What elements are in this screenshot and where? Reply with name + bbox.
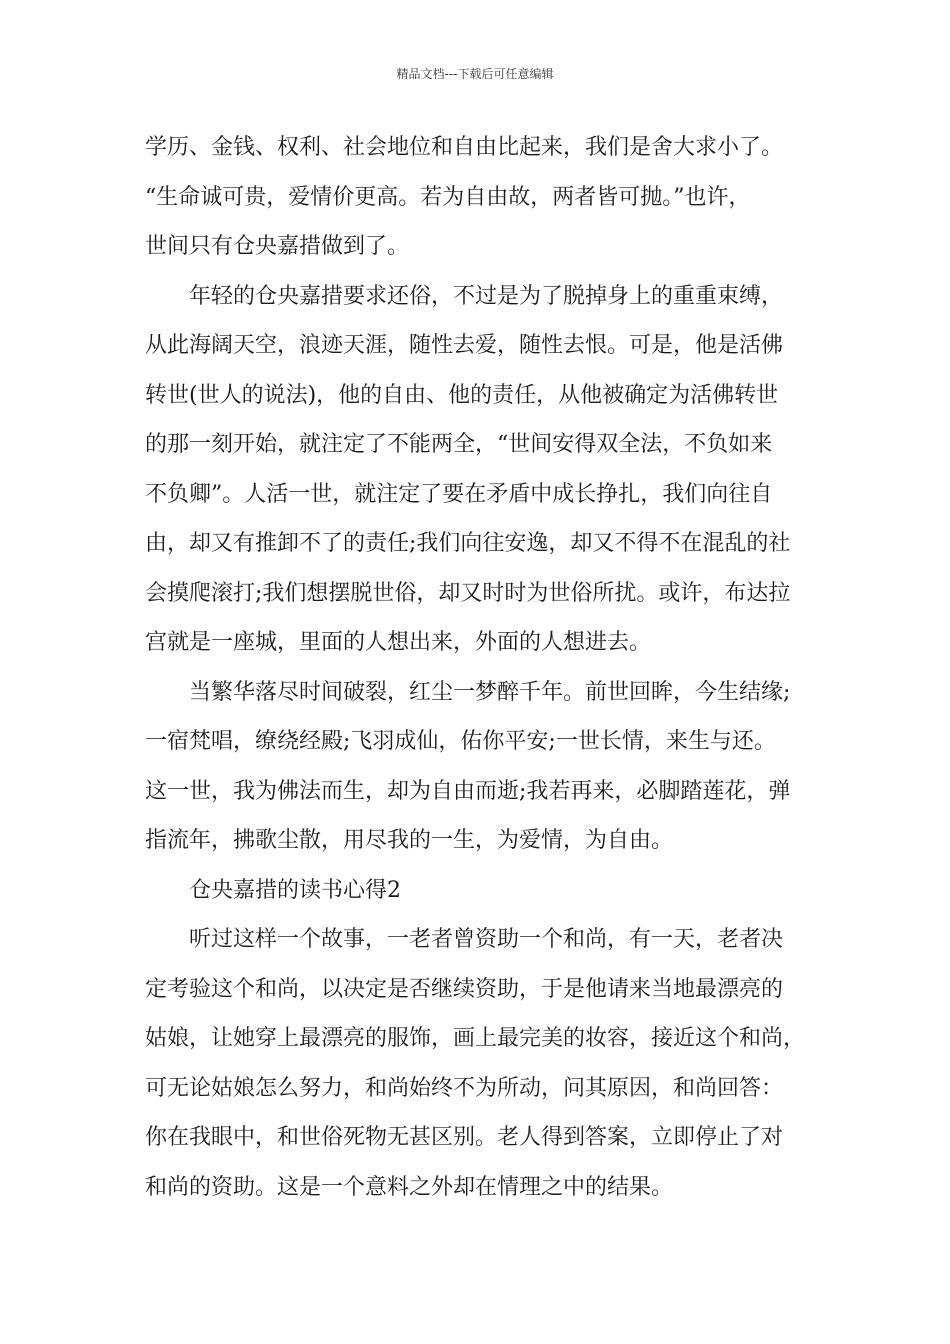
text-line: 的那一刻开始，就注定了不能两全，“世间安得双全法，不负如来 xyxy=(145,432,773,457)
text-line: 由，却又有推卸不了的责任;我们向往安逸，却又不得不在混乱的社 xyxy=(145,531,791,556)
text-line: 你在我眼中，和世俗死物无甚区别。老人得到答案，立即停止了对 xyxy=(145,1125,784,1150)
text-line: 这一世，我为佛法而生，却为自由而逝;我若再来，必脚踏莲花，弹 xyxy=(145,778,791,804)
text-line: 世间只有仓央嘉措做到了。 xyxy=(145,234,410,259)
text-line: 和尚的资助。这是一个意料之外却在情理之中的结果。 xyxy=(145,1174,674,1200)
text-line: 会摸爬滚打;我们想摆脱世俗，却又时时为世俗所扰。或许，布达拉 xyxy=(145,580,791,606)
paragraph-start-line: 当繁华落尽时间破裂，红尘一梦醉千年。前世回眸，今生结缘; xyxy=(189,679,791,705)
text-line: 从此海阔天空，浪迹天涯，随性去爱，随性去恨。可是，他是活佛 xyxy=(145,333,784,358)
text-line: 转世(世人的说法)，他的自由、他的责任，从他被确定为活佛转世 xyxy=(145,382,779,408)
text-line: 一宿梵唱，缭绕经殿;飞羽成仙，佑你平安;一世长情，来生与还。 xyxy=(145,729,776,754)
text-line: “生命诚可贵，爱情价更高。若为自由故，两者皆可抛。”也许， xyxy=(145,184,751,210)
text-line: 可无论姑娘怎么努力，和尚始终不为所动，问其原因，和尚回答： xyxy=(145,1075,784,1101)
paragraph-start-line: 年轻的仓央嘉措要求还俗，不过是为了脱掉身上的重重束缚， xyxy=(189,283,784,309)
text-line: 姑娘，让她穿上最漂亮的服饰，画上最完美的妆容，接近这个和尚， xyxy=(145,1026,806,1051)
paragraph-start-line: 听过这样一个故事，一老者曾资助一个和尚，有一天，老者决 xyxy=(189,927,784,952)
text-line: 宫就是一座城，里面的人想出来，外面的人想进去。 xyxy=(145,630,652,655)
text-line: 学历、金钱、权利、社会地位和自由比起来，我们是舍大求小了。 xyxy=(145,135,784,160)
document-body xyxy=(145,128,817,1217)
section-heading: 仓央嘉措的读书心得2 xyxy=(189,877,401,903)
text-line: 指流年，拂歌尘散，用尽我的一生，为爱情，为自由。 xyxy=(145,828,674,853)
page-header: 精品文档---下载后可任意编辑 xyxy=(396,67,554,81)
text-line: 定考验这个和尚，以决定是否继续资助，于是他请来当地最漂亮的 xyxy=(145,976,784,1002)
text-line: 不负卿”。人活一世，就注定了要在矛盾中成长挣扎，我们向往自 xyxy=(145,481,773,507)
